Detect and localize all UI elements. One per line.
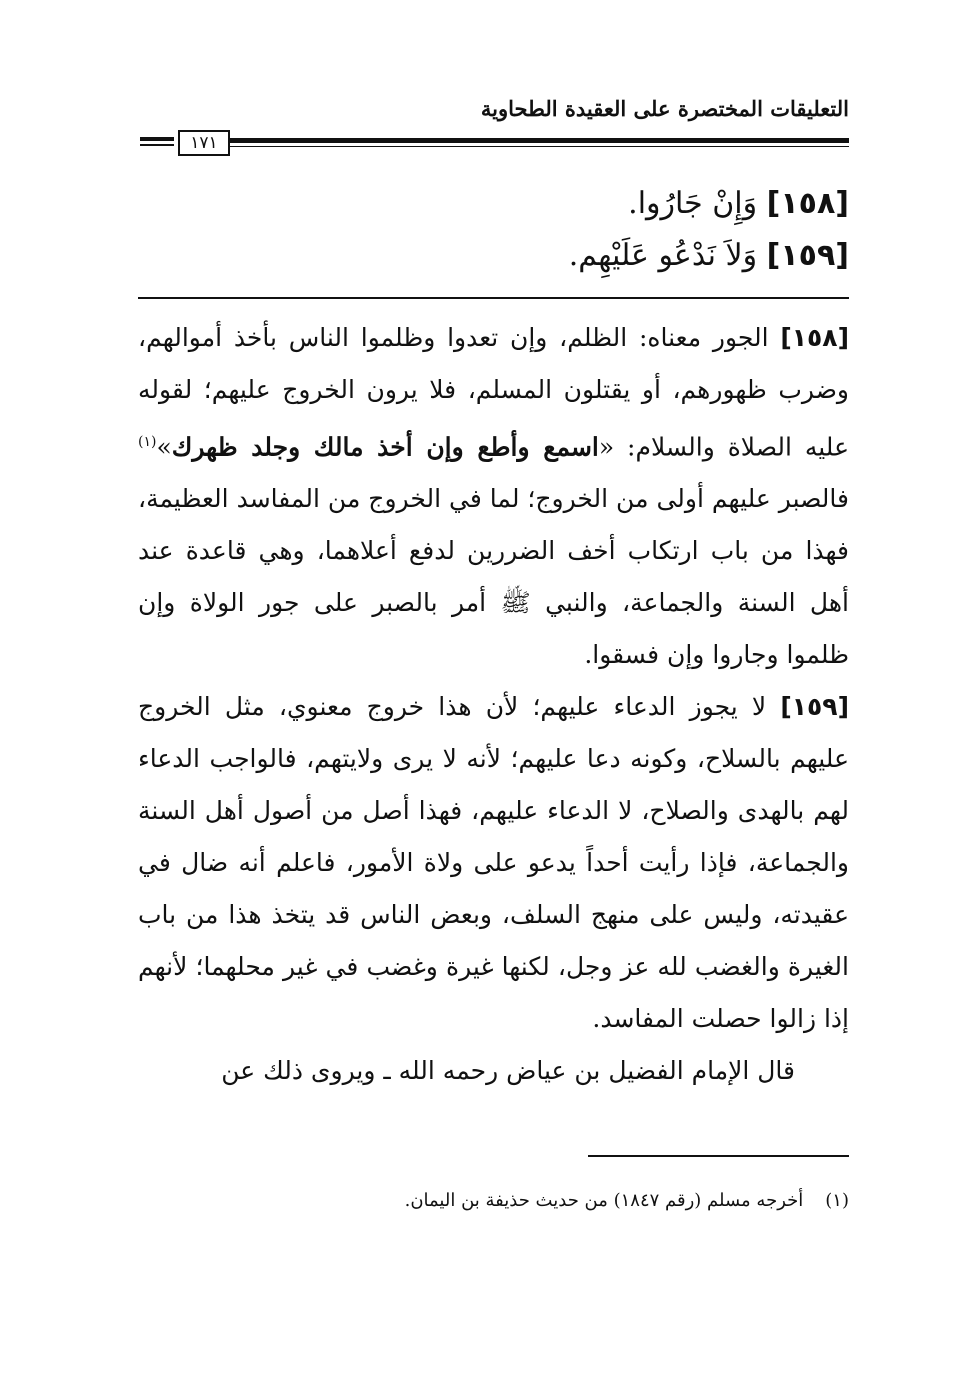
commentary-text: لا يجوز الدعاء عليهم؛ لأن هذا خروج معنوي، مثل الخروج عليهم بالسلاح، وكونه دعا عليهم؛ لأنه لا يرى ولايتهم، فالواجب الدعاء لهم بالهدى والصلاح، لا الدعاء عليهم، فهذا أصل من أصول أهل السنة والجماعة، فإذا رأيت أحداً يدعو على ولاة الأمور، فاعلم أنه ضال في عقيدته، وليس على منهج السلف، وبعض الناس قد يتخذ هذا من باب الغيرة والغضب لله عز وجل، لكنها غيرة وغضب في غير محلهما؛ لأنهم إذا زالوا حصلت المفاسد. bbox=[138, 692, 849, 1034]
matn-text bbox=[149, 178, 849, 282]
page-number: ١٧١ bbox=[178, 130, 230, 156]
commentary-text: فالصبر عليهم أولى من الخروج؛ لما في الخروج من المفاسد العظيمة، فهذا من باب ارتكاب أخف الضررين لدفع أعلاهما، وهي قاعدة عند أهل السنة والجماعة، والنبي ﷺ أمر بالصبر على جور الولاة وإن ظلموا وجاروا وإن فسقوا. bbox=[138, 484, 849, 670]
footnote-number: (١) bbox=[825, 1190, 849, 1211]
hadith-quote: اسمع وأطع وإن أخذ مالك وجلد ظهرك bbox=[171, 432, 599, 462]
commentary-paragraph-158 bbox=[138, 312, 849, 681]
matn-line-158 bbox=[149, 178, 849, 230]
matn-phrase: وَإِنْ جَارُوا. bbox=[628, 186, 758, 221]
commentary-paragraph-continued: قال الإمام الفضيل بن عياض رحمه الله ـ ويروى ذلك عن bbox=[221, 1056, 795, 1086]
matn-phrase: وَلاَ نَدْعُو عَلَيْهِم. bbox=[568, 238, 758, 273]
header-ornament-bars bbox=[140, 137, 174, 149]
footnote-text: أخرجه مسلم (رقم ١٨٤٧) من حديث حذيفة بن اليمان. bbox=[404, 1190, 804, 1211]
footnote-rule bbox=[588, 1155, 849, 1157]
quote-close: » bbox=[156, 432, 172, 462]
footnote-reference[interactable]: (١) bbox=[138, 434, 157, 450]
matn-separator-rule bbox=[138, 297, 849, 299]
footnote bbox=[149, 1190, 849, 1211]
commentary bbox=[138, 312, 849, 1097]
commentary-text: الجور معناه: الظلم، وإن تعدوا وظلموا الناس بأخذ أموالهم، وضرب ظهورهم، أو يقتلون المسلم، فلا يرون الخروج عليهم؛ لقوله عليه الصلاة والسلام: « bbox=[138, 323, 849, 462]
running-title: التعليقات المختصرة على العقيدة الطحاوية bbox=[480, 96, 849, 121]
matn-number: [١٥٩] bbox=[766, 238, 849, 273]
commentary-paragraph-159 bbox=[138, 681, 849, 1045]
matn-number: [١٥٨] bbox=[766, 186, 849, 221]
commentary-number: [١٥٨] bbox=[780, 323, 849, 352]
matn-line-159 bbox=[149, 230, 849, 282]
commentary-number: [١٥٩] bbox=[780, 692, 849, 722]
header-rule bbox=[228, 138, 849, 147]
